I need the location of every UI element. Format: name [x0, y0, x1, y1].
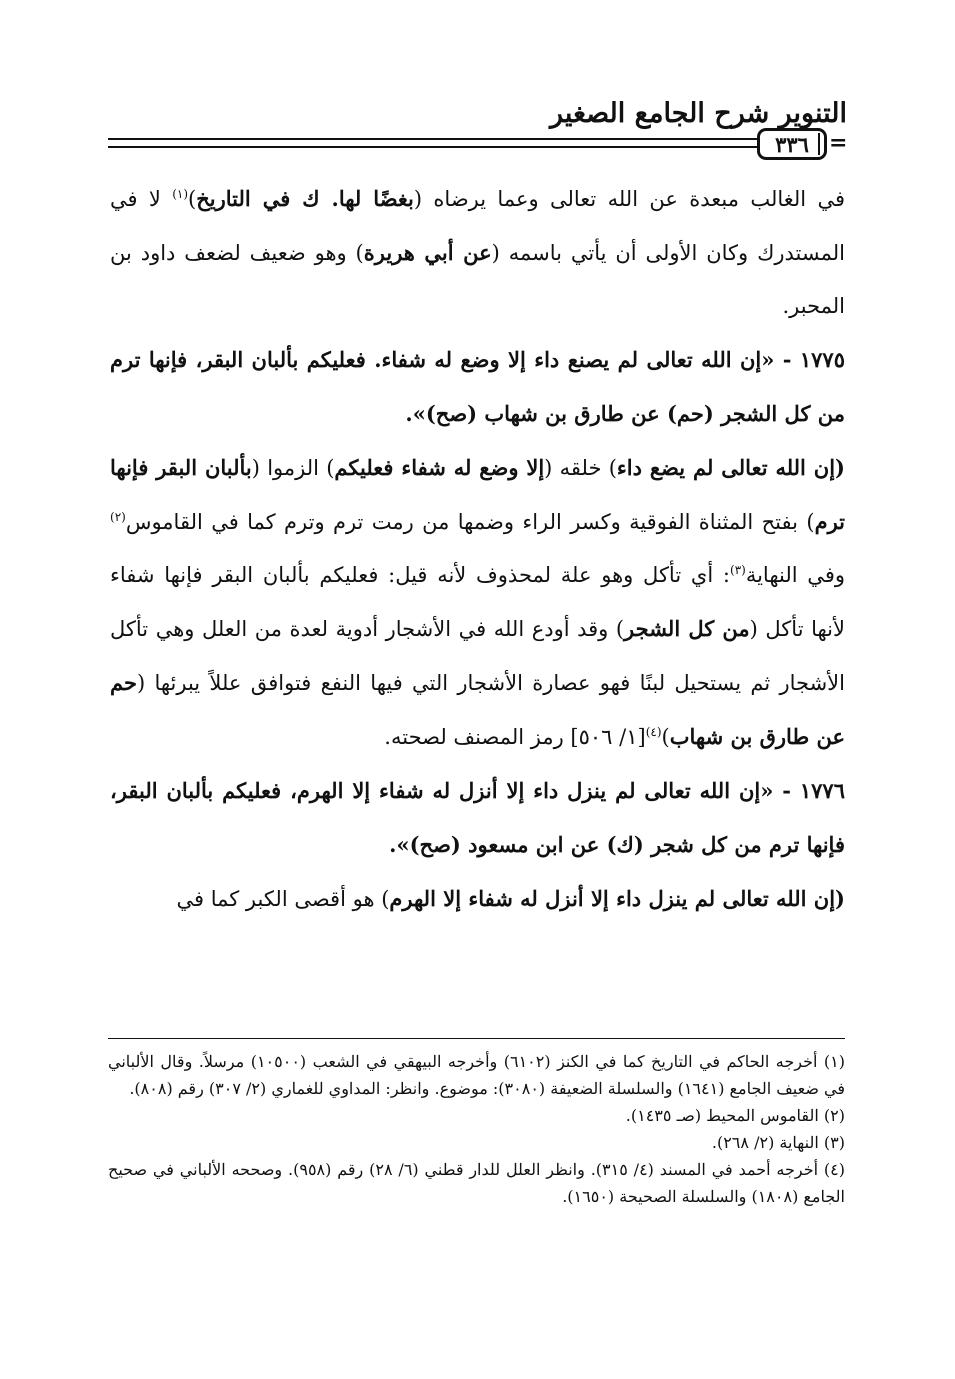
header-rule — [108, 138, 758, 148]
commentary-paragraph-3 — [110, 872, 845, 926]
text-run: : أي تأكل وهو علة لمحذوف لأنه قيل: فعليكم بألبان البقر فإنها شفاء لأنها تأكل ( — [110, 563, 845, 641]
text-run: ) الزموا ( — [251, 456, 335, 480]
hadith-text: ١٧٧٦ - «إن الله تعالى لم ينزل داء إلا أنزل له شفاء إلا الهرم، فعليكم بألبان البقر، فإنها ترم من كل شجر (ك) عن ابن مسعود (صح)». — [110, 778, 845, 857]
footnote-ref-4: (٤) — [645, 725, 662, 739]
footnote-ref-1: (١) — [172, 187, 189, 201]
text-run-bold: من كل الشجر — [624, 616, 750, 641]
footnote-separator — [108, 1038, 845, 1039]
text-run: لا في المستدرك وكان الأولى أن يأتي باسمه ( — [110, 187, 845, 265]
header-edge-mark: = — [829, 130, 848, 156]
text-run-bold: بألبان البقر فإنها ترم — [110, 455, 845, 534]
text-run: ) — [661, 725, 670, 749]
footnote-2: (٢) القاموس المحيط (صـ ١٤٣٥). — [625, 1106, 845, 1125]
commentary-paragraph-1 — [110, 172, 845, 333]
page-number — [757, 128, 827, 160]
commentary-paragraph-2 — [110, 441, 845, 764]
text-run-bold: حم عن طارق بن شهاب — [110, 670, 845, 749]
text-run: ) وقد أودع الله في الأشجار أدوية لعدة من العلل وهي تأكل الأشجار ثم يستحيل لبنًا فهو عصارة الأشجار التي فيها النفع فتوافق عللاً يبرئها ( — [110, 617, 845, 695]
text-run: ) خلقه ( — [544, 456, 617, 480]
text-run-bold: إلا وضع له شفاء فعليكم — [334, 455, 545, 480]
footnote-ref-2: (٢) — [110, 510, 126, 524]
footnote-1: (١) أخرجه الحاكم في التاريخ كما في الكنز (٦١٠٢) وأخرجه البيهقي في الشعب (١٠٥٠٠) مرسلاً. وقال الألباني في ضعيف الجامع (١٦٤١) والسلسلة الضعيفة (٣٠٨٠): موضوع. وانظر: المداوي للغماري (٢/ ٣٠٧) رقم (٨٠٨). — [108, 1052, 846, 1098]
footnote-ref-3: (٣) — [730, 563, 746, 577]
hadith-1775 — [110, 333, 845, 441]
hadith-text: ١٧٧٥ - «إن الله تعالى لم يصنع داء إلا وضع له شفاء. فعليكم بألبان البقر، فإنها ترم من كل الشجر (حم) عن طارق بن شهاب (صح)». — [110, 347, 845, 426]
footnote-3: (٣) النهاية (٢/ ٢٦٨). — [711, 1133, 845, 1152]
footnote-4: (٤) أخرجه أحمد في المسند (٤/ ٣١٥). وانظر العلل للدار قطني (٦/ ٢٨) رقم (٩٥٨). وصححه الألباني في صحيح الجامع (١٨٠٨) والسلسلة الصحيحة (١٦٥٠). — [108, 1160, 845, 1206]
text-run-bold: عن أبي هريرة — [363, 240, 492, 265]
running-title: التنوير شرح الجامع الصغير — [550, 98, 847, 129]
footnotes — [108, 1048, 845, 1210]
text-run: ) هو أقصى الكبر كما في — [176, 887, 390, 911]
text-run-bold: (إن الله تعالى لم ينزل داء إلا أنزل له شفاء إلا الهرم — [389, 886, 845, 911]
text-run-bold: بغضًا لها. ك في التاريخ — [196, 186, 414, 211]
page-number-text: ٣٣٦ — [775, 131, 809, 157]
hadith-1776 — [110, 764, 845, 872]
text-run: ) — [188, 187, 197, 211]
main-text — [110, 172, 845, 926]
text-run: [١/ ٥٠٦] رمز المصنف لصحته. — [384, 725, 646, 749]
text-run-bold: (إن الله تعالى لم يضع داء — [616, 455, 845, 480]
text-run: في الغالب مبعدة عن الله تعالى وعما يرضاه ( — [413, 187, 845, 211]
text-run: ) وهو ضعيف لضعف داود بن المحبر. — [110, 241, 845, 318]
text-run: ) بفتح المثناة الفوقية وكسر الراء وضمها من رمت ترم وترم كما في القاموس — [125, 510, 815, 534]
text-run: وفي النهاية — [745, 563, 845, 587]
